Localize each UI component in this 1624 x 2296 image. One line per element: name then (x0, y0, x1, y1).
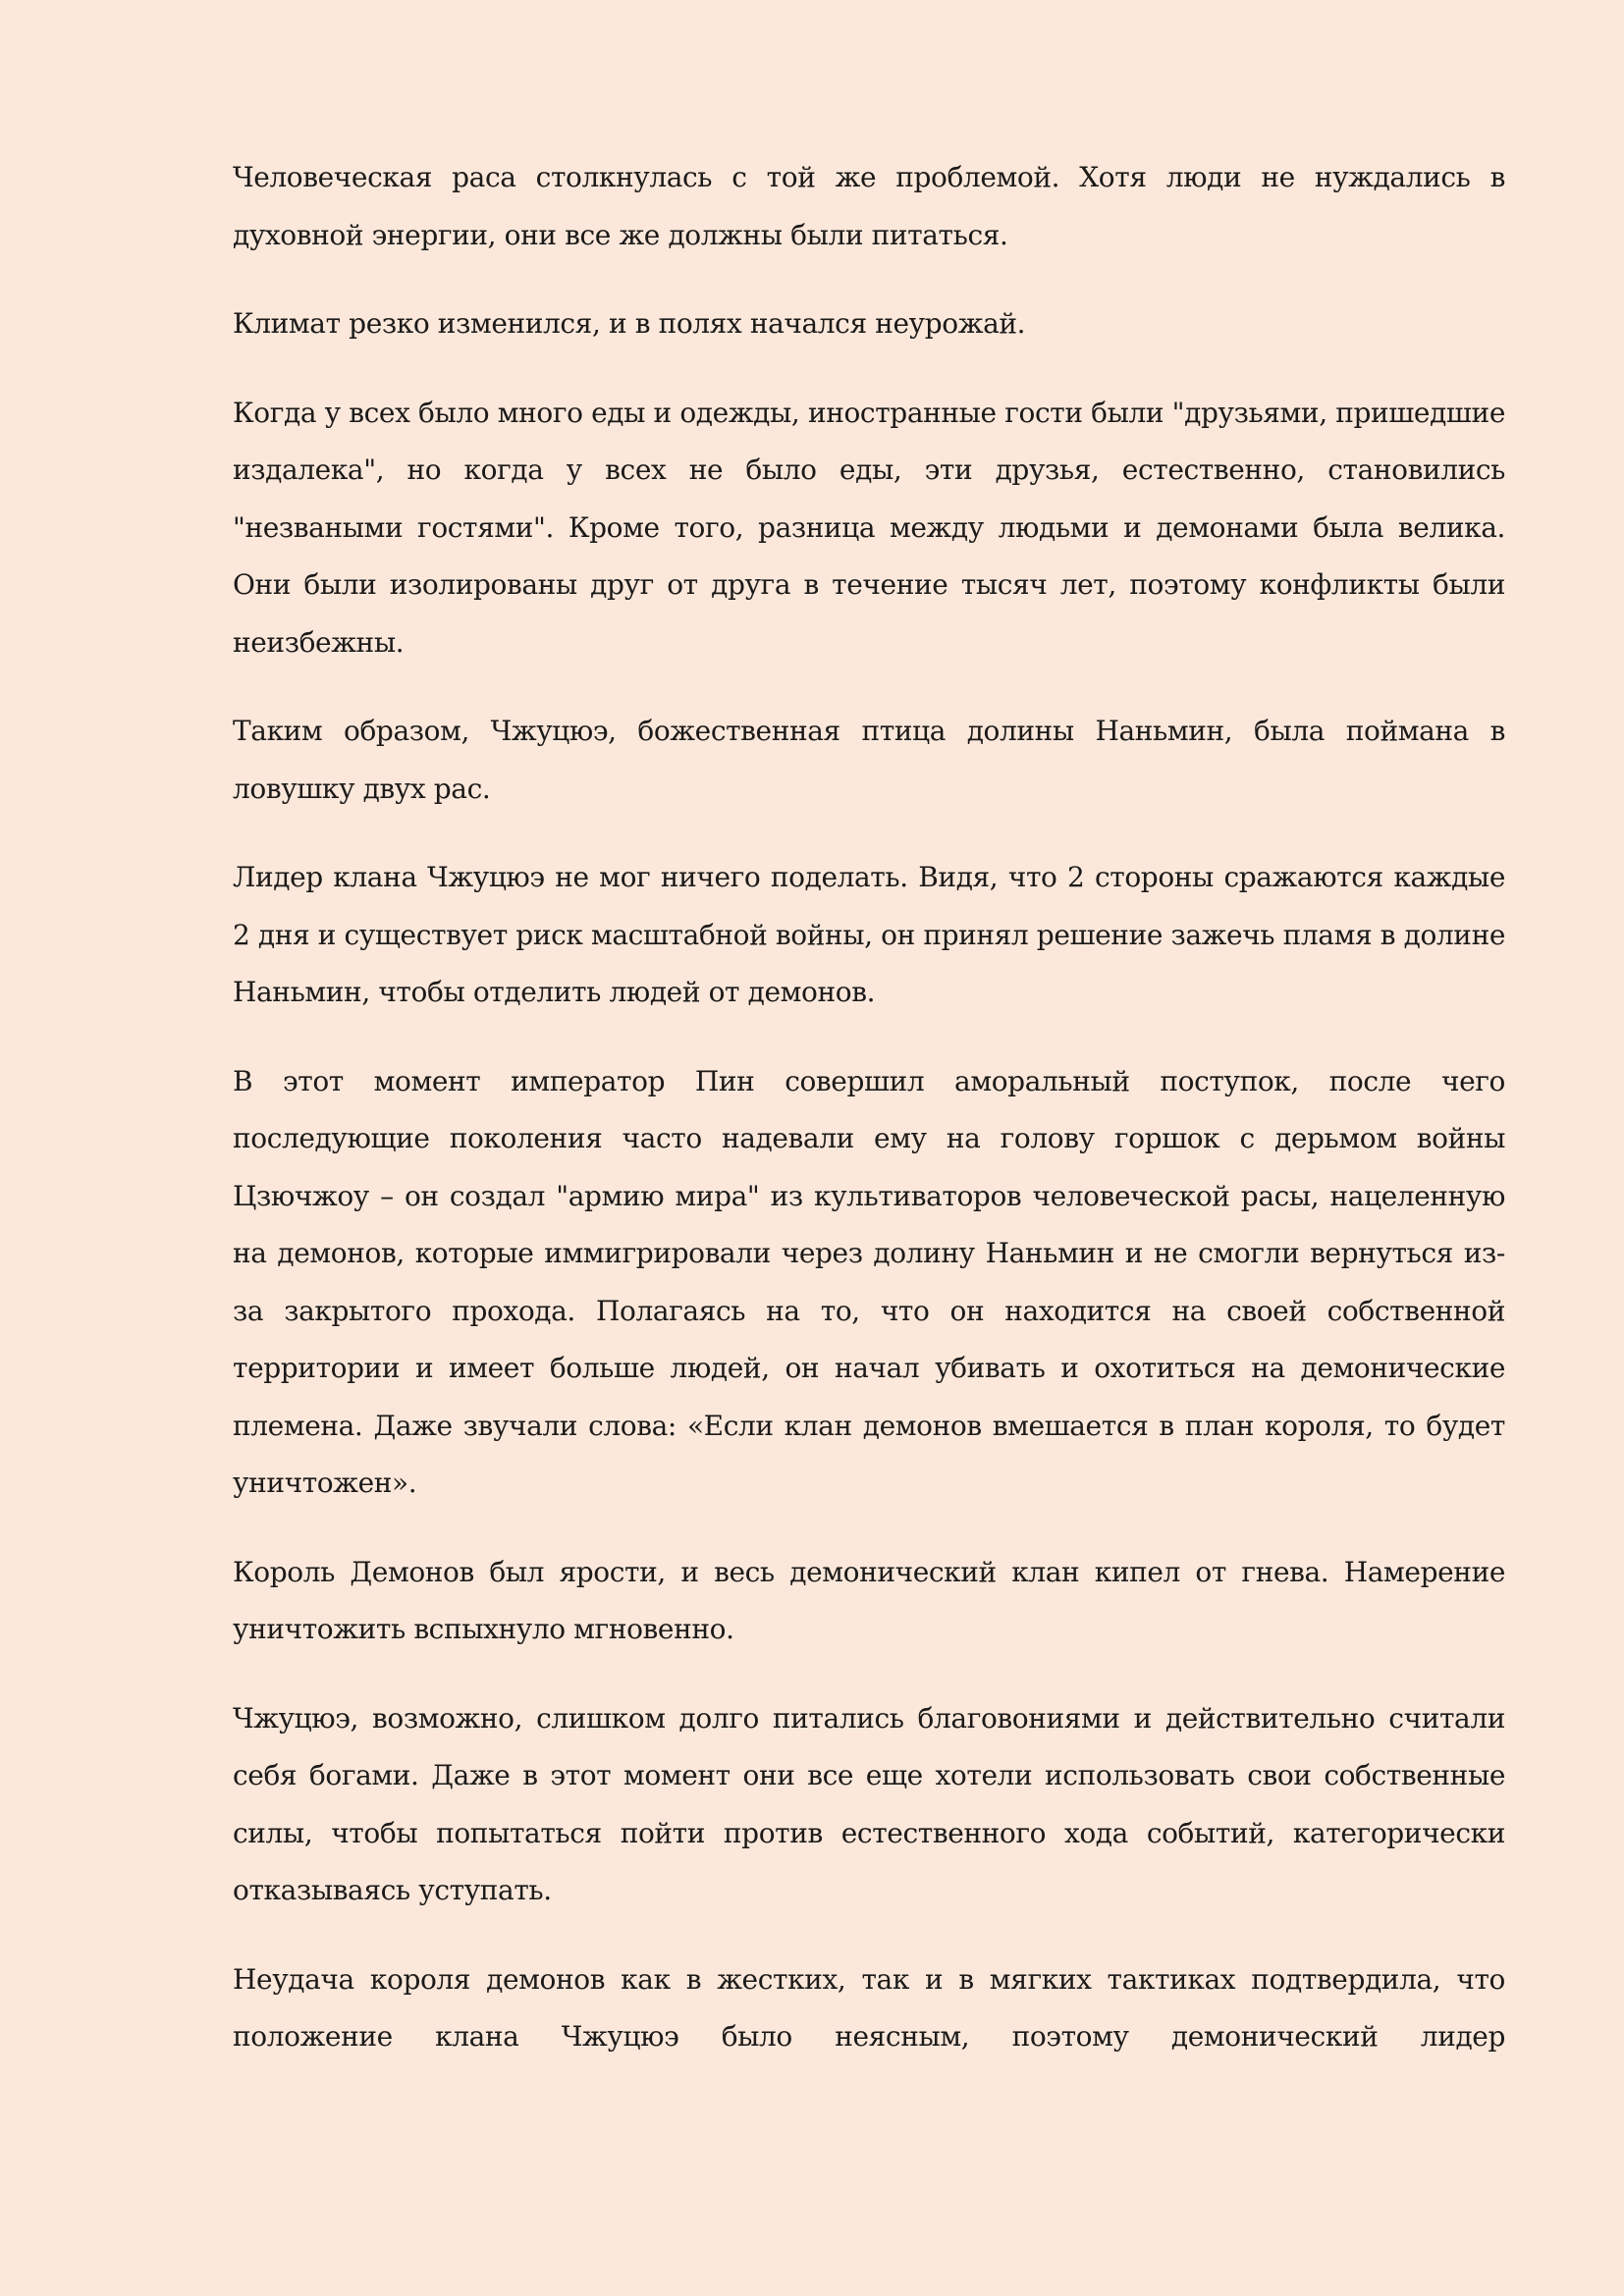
paragraph-9-continued: Неудача короля демонов как в жестких, так и в мягких тактиках подтвердила, что положение клана Чжуцюэ было неясным, поэтому демонический лидер (233, 1962, 1505, 2053)
paragraph-7: Король Демонов был ярости, и весь демонический клан кипел от гнева. Намерение уничтожить вспыхнуло мгновенно. (233, 1555, 1505, 1645)
paragraph-4: Таким образом, Чжуцюэ, божественная птица долины Наньмин, была поймана в ловушку двух рас. (233, 715, 1505, 805)
paragraph-8: Чжуцюэ, возможно, слишком долго питались благовониями и действительно считали себя богами. Даже в этот момент они все еще хотели использовать свои собственные силы, чтобы попытаться пойти против естественного хода событий, категорически отказываясь уступать. (233, 1701, 1505, 1906)
paragraph-3: Когда у всех было много еды и одежды, иностранные гости были "друзьями, пришедшие издалека", но когда у всех не было еды, эти друзья, естественно, становились "незваными гостями". Кроме того, разница между людьми и демонами была велика. Они были изолированы друг от друга в течение тысяч лет, поэтому конфликты были неизбежны. (233, 396, 1505, 659)
paragraph-5: Лидер клана Чжуцюэ не мог ничего поделать. Видя, что 2 стороны сражаются каждые 2 дня и существует риск масштабной войны, он принял решение зажечь пламя в долине Наньмин, чтобы отделить людей от демонов. (233, 861, 1505, 1008)
paragraph-1: Человеческая раса столкнулась с той же проблемой. Хотя люди не нуждались в духовной энергии, они все же должны были питаться. (233, 161, 1505, 251)
paragraph-2: Климат резко изменился, и в полях начался неурожай. (233, 307, 1026, 340)
paragraph-6: В этот момент император Пин совершил аморальный поступок, после чего последующие поколения часто надевали ему на голову горшок с дерьмом войны Цзючжоу – он создал "армию мира" из культиваторов человеческой расы, нацеленную на демонов, которые иммигрировали через долину Наньмин и не смогли вернуться из-за закрытого прохода. Полагаясь на то, что он находится на своей собственной территории и имеет больше людей, он начал убивать и охотиться на демонические племена. Даже звучали слова: «Если клан демонов вмешается в план короля, то будет уничтожен». (233, 1064, 1505, 1499)
page-body (233, 149, 1505, 2098)
